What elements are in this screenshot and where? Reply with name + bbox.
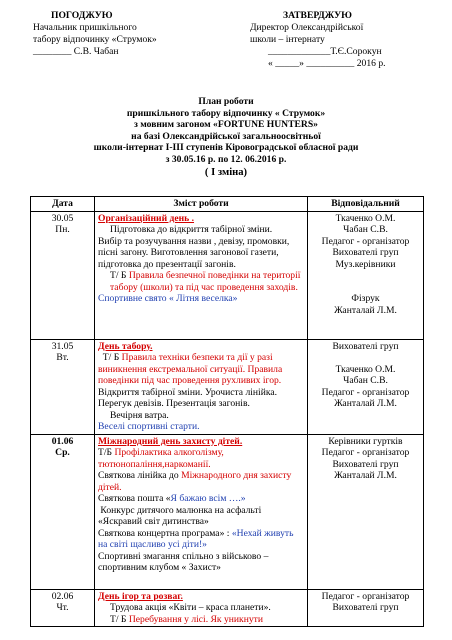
responsible-person: Чабан С.В.	[343, 375, 388, 386]
header-content: Зміст роботи	[95, 197, 308, 212]
responsible-person: Керівники гуртків	[328, 435, 403, 447]
approver-position: Директор Олександрійської	[250, 22, 364, 33]
safety-prefix: Т/ Б	[110, 270, 129, 281]
content-line	[98, 470, 304, 493]
plan-subtitle-2: з мовним загоном «FORTUNE HUNTERS»	[134, 119, 318, 131]
plan-subtitle-4: школи-інтернат І-ІІІ ступенів Кіровоградської обласної ради	[93, 142, 359, 154]
content-highlight: «Нехай живуть на світі щасливо усі діти!»	[98, 527, 294, 550]
content-line	[98, 528, 304, 551]
header-responsible: Відповідальний	[308, 197, 424, 212]
weekday: Пн.	[55, 224, 70, 235]
responsible-spacer	[311, 352, 420, 364]
approver-signature: ________ С.В. Чабан	[33, 46, 119, 57]
schedule-table	[30, 196, 424, 627]
approval-block-left	[33, 10, 233, 58]
plan-shift: ( І зміна)	[204, 166, 248, 178]
responsible-cell	[308, 211, 424, 339]
date-cell	[31, 339, 95, 434]
content-text: Конкурс дитячого малюнка на асфальті «Яскравий світ дитинства»	[98, 504, 262, 527]
content-line: Відкриття табірної зміни. Урочиста лінійка.	[98, 386, 278, 398]
event-line: Веселі спортивні старти.	[98, 421, 200, 432]
safety-prefix: Т/ Б	[102, 352, 122, 363]
content-line: Вечірня ватра.	[110, 409, 169, 421]
day-title: Організаційний день .	[98, 212, 195, 224]
header-date: Дата	[31, 197, 95, 212]
content-line: Перегук девізів. Презентація загонів.	[98, 398, 250, 409]
content-text: Святкова пошта «	[98, 493, 171, 504]
approver-position-2: табору відпочинку «Струмок»	[33, 34, 157, 45]
plan-title-block	[0, 96, 452, 178]
event-line: Спортивне свято « Літня веселка»	[98, 293, 238, 304]
date: 30.05	[51, 212, 74, 224]
content-cell	[95, 589, 308, 627]
responsible-cell	[308, 589, 424, 627]
table-row	[31, 339, 424, 434]
responsible-person: Ткаченко О.М.	[335, 212, 396, 224]
content-line: Трудова акція «Квіти – краса планети».	[110, 602, 271, 613]
approval-date: « _____» __________ 2016 р.	[268, 58, 386, 69]
plan-subtitle-3: на базі Олександрійської загальноосвітньої	[131, 130, 321, 142]
table-row	[31, 434, 424, 589]
safety-text: Правила техніки безпеки та дії у разі виникнення екстремальної ситуації. Правила поведінки під час проведення рухливих ігор.	[98, 352, 283, 386]
approver-position: Начальник пришкільного	[33, 22, 137, 33]
approval-caption: ПОГОДЖУЮ	[51, 10, 113, 21]
safety-line	[98, 614, 304, 626]
date: 31.05	[51, 340, 74, 352]
table-row	[31, 589, 424, 627]
plan-period: з 30.05.16 р. по 12. 06.2016 р.	[165, 153, 287, 165]
content-line: Спортивні змагання спільно з військово – спортивним клубом « Захист»	[98, 550, 269, 573]
responsible-cell	[308, 434, 424, 589]
responsible-person: Ткаченко О.М.	[335, 363, 396, 375]
safety-text: Профілактика алкоголізму, тютюнопаління,наркоманії.	[98, 447, 224, 470]
plan-subtitle-1: пришкільного табору відпочинку « Струмок»	[126, 107, 326, 119]
responsible-person: Чабан С.В.	[343, 224, 388, 235]
day-title: Міжнародний день захисту дітей.	[98, 435, 243, 447]
responsible-person: Муз.керівники	[335, 258, 396, 270]
responsible-person: Педагог - організатор	[321, 386, 410, 398]
content-highlight: Міжнародного дня захисту дітей.	[98, 470, 292, 493]
approver-position-2: школи – інтернату	[250, 34, 325, 45]
safety-line	[98, 352, 304, 387]
safety-prefix: Т/ Б	[110, 613, 129, 625]
safety-line	[98, 447, 304, 470]
table-header-row	[31, 197, 424, 212]
safety-text: Правила безпечної поведінки на території табору (школи) та під час проведення заходів.	[110, 270, 301, 293]
responsible-person: Педагог - організатор	[321, 590, 410, 602]
approver-signature: _____________Т.Є.Сорокун	[268, 46, 382, 57]
content-text: Святкова лінійка до	[98, 470, 182, 481]
date: 02.06	[51, 590, 74, 602]
table-row	[31, 211, 424, 339]
content-cell	[95, 339, 308, 434]
content-line: Підготовка до відкриття табірної зміни.	[110, 224, 273, 235]
responsible-person: Вихователі груп	[332, 458, 399, 470]
content-line: Вибір та розучування назви , девізу, промовки, пісні загону. Виготовлення загонової газети, підготовка до презентації загонів.	[98, 235, 290, 270]
content-line	[98, 493, 304, 505]
weekday: Чт.	[56, 602, 69, 613]
weekday: Вт.	[56, 352, 69, 363]
plan-title: План роботи	[198, 96, 254, 107]
content-line	[98, 505, 304, 528]
approval-block-right	[250, 10, 445, 70]
content-text: Святкова концертна програма» :	[98, 527, 230, 539]
responsible-person: Вихователі груп	[332, 340, 399, 352]
responsible-spacer	[311, 282, 420, 294]
responsible-person: Фізрук	[351, 293, 380, 304]
date-cell	[31, 589, 95, 627]
content-cell	[95, 211, 308, 339]
responsible-person: Педагог - організатор	[321, 235, 410, 247]
day-title: День табору.	[98, 340, 153, 352]
responsible-spacer	[311, 270, 420, 282]
date-cell	[31, 211, 95, 339]
date: 01.06	[51, 435, 74, 447]
responsible-person: Жанталай Л.М.	[334, 470, 397, 481]
responsible-person: Педагог - організатор	[321, 447, 410, 458]
approval-caption: ЗАТВЕРДЖУЮ	[283, 10, 352, 21]
responsible-person: Вихователі груп	[332, 602, 399, 613]
safety-line	[98, 270, 304, 293]
safety-prefix: Т/Б	[98, 447, 115, 458]
content-highlight: Я бажаю всім ….»	[170, 493, 246, 504]
weekday: Ср.	[55, 447, 70, 458]
safety-text: Перебування у лісі. Як уникнути	[128, 613, 263, 625]
responsible-person: Жанталай Л.М.	[334, 304, 397, 316]
responsible-person: Вихователі груп	[332, 247, 399, 258]
day-title: День ігор та розваг.	[98, 590, 183, 602]
responsible-cell	[308, 339, 424, 434]
content-cell	[95, 434, 308, 589]
responsible-person: Жанталай Л.М.	[334, 398, 397, 409]
date-cell	[31, 434, 95, 589]
